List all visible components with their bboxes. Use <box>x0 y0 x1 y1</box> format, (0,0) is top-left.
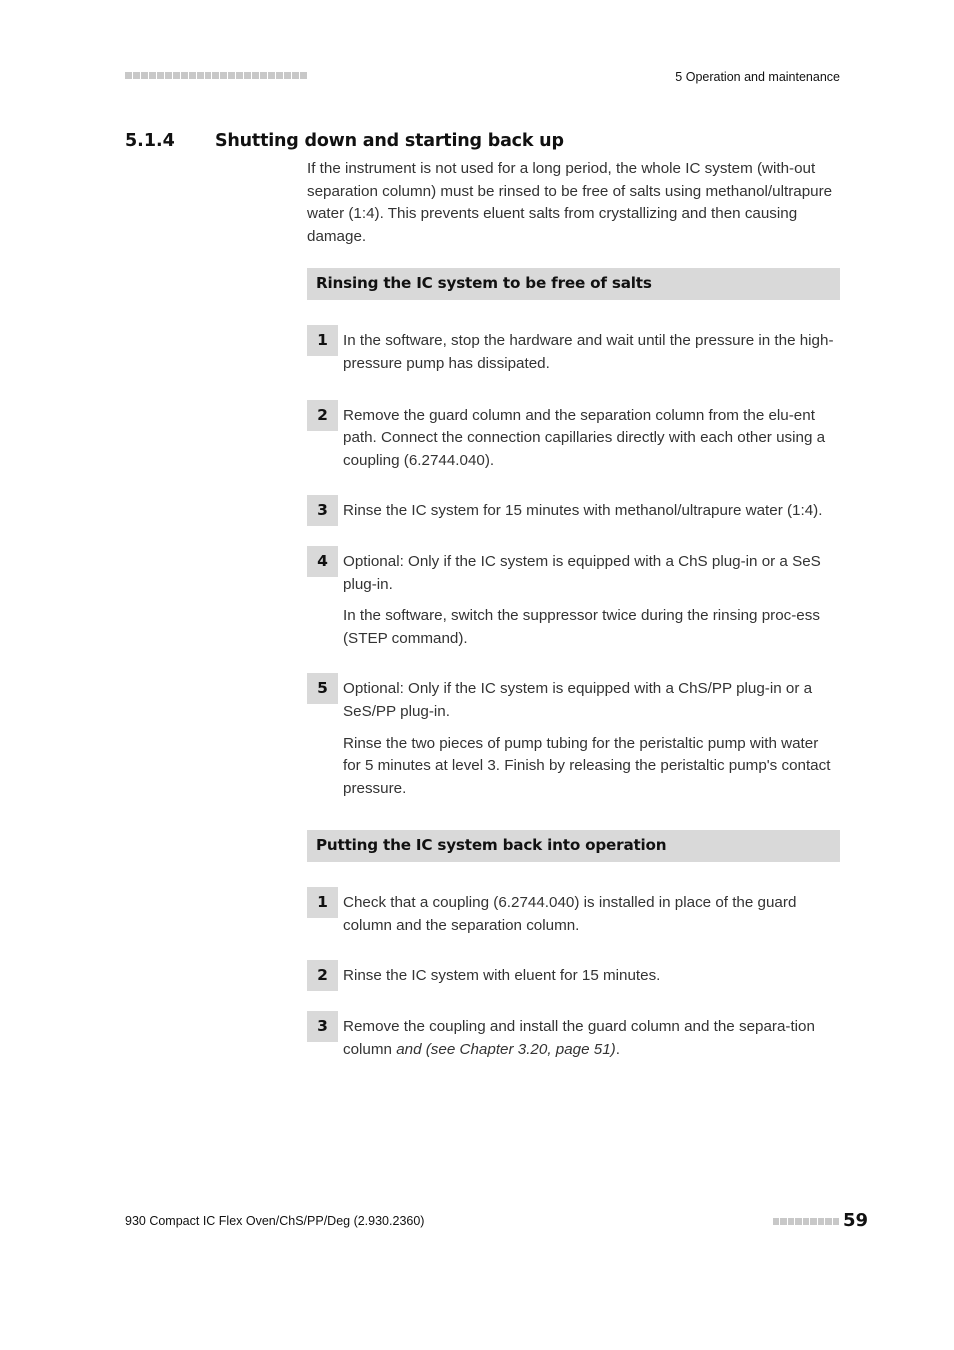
step-text: Remove the guard column and the separation column from the elu-ent path. Connect the connection capillaries directly with each other using a coupling (6.2744.040). <box>343 406 826 469</box>
section-title: Shutting down and starting back up <box>215 131 564 151</box>
step-number: 3 <box>307 1011 338 1042</box>
operation-heading: Putting the IC system back into operation <box>307 830 840 862</box>
rinsing-step <box>307 405 840 473</box>
step-text-tail: . <box>615 1040 620 1058</box>
step-text: In the software, stop the hardware and wait until the pressure in the high-pressure pump has dissipated. <box>343 332 834 372</box>
step-text <box>343 1016 840 1061</box>
step-number: 3 <box>307 495 338 526</box>
section-number: 5.1.4 <box>125 131 175 151</box>
step-detail: In the software, switch the suppressor twice during the rinsing proc-ess (STEP command). <box>343 607 820 647</box>
step-text: Rinse the IC system for 15 minutes with methanol/ultrapure water (1:4). <box>343 502 823 520</box>
step-text-main: Remove the coupling and install the guard column and the separa-tion column <box>343 1018 815 1058</box>
page-number: 59 <box>842 1210 868 1231</box>
step-text: Rinse the IC system with eluent for 15 minutes. <box>343 967 661 985</box>
running-header: 5 Operation and maintenance <box>675 70 840 84</box>
footer-product: 930 Compact IC Flex Oven/ChS/PP/Deg (2.930.2360) <box>125 1214 425 1228</box>
operation-step <box>307 965 840 988</box>
intro-paragraph: If the instrument is not used for a long period, the whole IC system (with-out separation column) must be rinsed to be free of salts using methanol/ultrapure water (1:4). This prevents eluent salts from crystallizing and then causing damage. <box>307 160 833 245</box>
step-number: 5 <box>307 673 338 704</box>
rinsing-step <box>307 330 840 375</box>
operation-step <box>307 892 840 937</box>
rinsing-step <box>307 500 840 523</box>
footer-decoration <box>773 1218 839 1226</box>
operation-step <box>307 1016 840 1061</box>
rinsing-step <box>307 678 840 800</box>
step-number: 2 <box>307 960 338 991</box>
rinsing-heading: Rinsing the IC system to be free of salts <box>307 268 840 300</box>
step-number: 1 <box>307 325 338 356</box>
step-detail: Rinse the two pieces of pump tubing for the peristaltic pump with water for 5 minutes at level 3. Finish by releasing the peristaltic pump's contact pressure. <box>343 734 831 797</box>
chapter-cross-reference-link[interactable]: and (see Chapter 3.20, page 51) <box>396 1040 616 1058</box>
step-number: 2 <box>307 400 338 431</box>
step-number: 4 <box>307 546 338 577</box>
section-content <box>307 158 840 1061</box>
step-text: Optional: Only if the IC system is equipped with a ChS plug-in or a SeS plug-in. <box>343 552 821 593</box>
header-decoration <box>125 71 307 81</box>
step-number: 1 <box>307 887 338 918</box>
rinsing-step <box>307 551 840 650</box>
step-text: Optional: Only if the IC system is equipped with a ChS/PP plug-in or a SeS/PP plug-in. <box>343 680 813 720</box>
step-text: Check that a coupling (6.2744.040) is installed in place of the guard column and the separation column. <box>343 894 797 934</box>
